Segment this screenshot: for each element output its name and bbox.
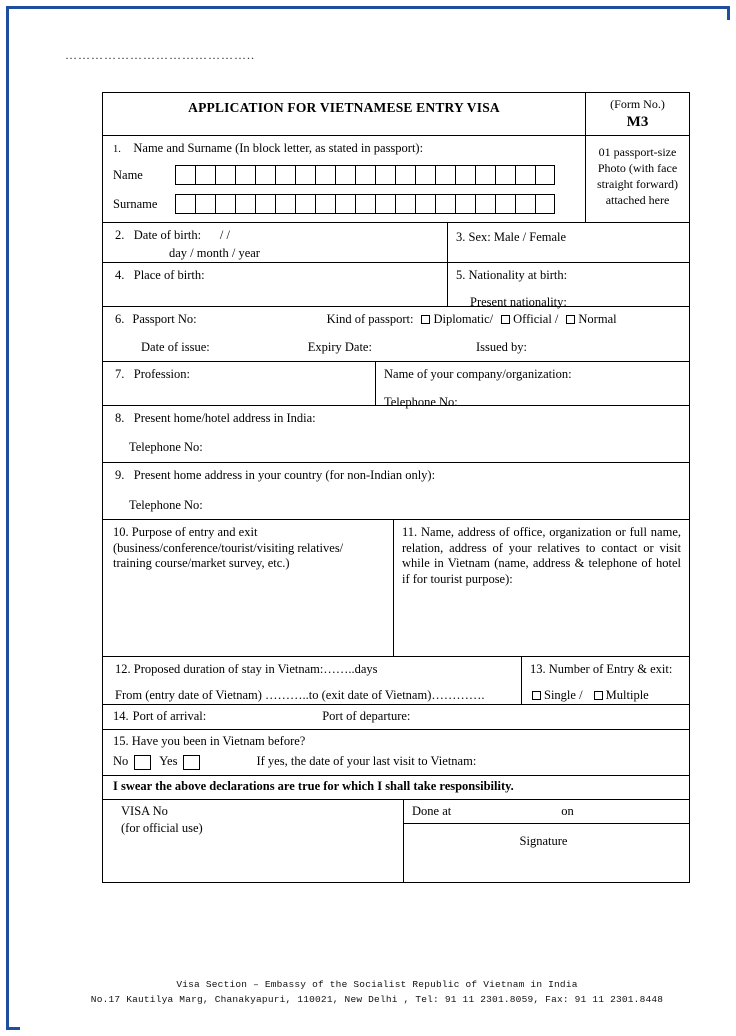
question-12-line [115, 662, 515, 678]
ports-cell[interactable] [103, 705, 689, 729]
question-1-number: 1. [113, 143, 121, 155]
question-8-number: 8. [115, 410, 125, 425]
question-6-number: 6. [115, 312, 125, 327]
been-answer-line [113, 754, 683, 770]
kind-normal-option[interactable] [564, 312, 616, 328]
question-10-line3: training course/market survey, etc.) [113, 556, 290, 571]
form-number-cell [585, 93, 689, 135]
multiple-entry-label: Multiple [605, 687, 649, 702]
form-number-value: M3 [626, 114, 649, 130]
been-no-label: No [113, 754, 129, 769]
question-12-13-row [103, 657, 689, 705]
form-number-label: (Form No.) [610, 97, 665, 111]
footer-line-1: Visa Section – Embassy of the Socialist Republic of Vietnam in India [176, 979, 578, 990]
port-of-arrival-label: Port of arrival: [132, 709, 207, 724]
single-entry-label: Single / [544, 687, 583, 702]
question-8-row [103, 406, 689, 463]
question-10-line2: (business/conference/tourist/visiting relatives/ [113, 540, 344, 555]
question-2-label: Date of birth: [133, 228, 202, 243]
name-character-boxes[interactable] [175, 165, 555, 185]
question-13-number: 13. [530, 662, 546, 677]
question-9-label: Present home address in your country (for non-Indian only): [133, 467, 436, 482]
question-12-number: 12. [115, 662, 131, 677]
declaration-row [103, 776, 689, 800]
question-10-label: Purpose of entry and exit [131, 525, 258, 540]
diplomatic-checkbox[interactable] [421, 315, 430, 324]
purpose-cell[interactable] [103, 520, 393, 656]
entry-options [530, 688, 683, 704]
question-12-label: Proposed duration of stay in Vietnam:……..days [133, 662, 378, 677]
visa-no-sublabel: (for official use) [121, 821, 203, 836]
home-country-telephone-label[interactable]: Telephone No: [129, 497, 203, 512]
surname-label: Surname [113, 196, 158, 211]
last-visit-date-label[interactable]: If yes, the date of your last visit to Vietnam: [256, 754, 477, 769]
expiry-date-label[interactable]: Expiry Date: [307, 340, 372, 354]
question-9-number: 9. [115, 467, 125, 482]
kind-official-option[interactable] [499, 312, 558, 328]
duration-of-stay-cell[interactable] [103, 657, 521, 704]
question-4-label: Place of birth: [133, 268, 205, 283]
question-5-number: 5. [456, 268, 466, 283]
page-blue-border [6, 6, 730, 1030]
question-15-label: Have you been in Vietnam before? [131, 733, 306, 748]
question-7-label: Profession: [133, 366, 190, 381]
question-4-5-row [103, 263, 689, 307]
footer [20, 978, 734, 1007]
footer-line-2: No.17 Kautilya Marg, Chanakyapuri, 110021, New Delhi , Tel: 91 11 2301.8059, Fax: 91 11 2301.8448 [90, 993, 664, 1005]
multiple-entry-checkbox[interactable] [594, 691, 603, 700]
question-1-label: Name and Surname (In block letter, as stated in passport): [133, 140, 424, 155]
question-8-line [115, 411, 683, 427]
question-5-label: Nationality at birth: [468, 268, 568, 283]
question-3-number: 3. [456, 230, 466, 245]
on-label: on [561, 803, 574, 818]
question-7-number: 7. [115, 366, 125, 381]
been-in-vietnam-cell [103, 730, 689, 775]
profession-cell[interactable] [103, 362, 375, 405]
question-9-row [103, 463, 689, 520]
number-of-entry-cell [521, 657, 689, 704]
surname-input-line [113, 194, 579, 214]
diplomatic-label: Diplomatic/ [433, 312, 494, 327]
question-15-line [113, 734, 683, 750]
question-15-row [103, 730, 689, 776]
normal-checkbox[interactable] [566, 315, 575, 324]
signature-label: Signature [519, 834, 568, 849]
question-3-label: Sex: Male / Female [468, 230, 567, 245]
kind-of-passport-label: Kind of passport: [326, 312, 414, 327]
question-13-line [530, 662, 683, 678]
present-nationality-label: Present nationality: [470, 295, 567, 309]
question-6-label[interactable]: Passport No: [132, 312, 197, 327]
india-address-cell[interactable] [103, 406, 689, 462]
passport-line-2 [115, 340, 681, 356]
place-of-birth-cell[interactable] [103, 263, 447, 306]
surname-character-boxes[interactable] [175, 194, 555, 214]
passport-cell [103, 307, 689, 360]
question-6-row [103, 307, 689, 361]
date-of-birth-sublabel: day / month / year [169, 246, 260, 260]
name-block [103, 136, 585, 223]
sex-cell[interactable] [447, 223, 689, 262]
question-2-3-row [103, 223, 689, 263]
official-use-row [103, 800, 689, 882]
question-4-number: 4. [115, 268, 125, 283]
name-input-line [113, 165, 579, 185]
normal-label: Normal [578, 312, 617, 327]
photo-placeholder: 01 passport-size Photo (with face straight forward) attached here [585, 136, 689, 223]
nationality-cell[interactable] [447, 263, 689, 309]
done-at-label: Done at [412, 803, 452, 818]
question-9-line [115, 468, 683, 484]
official-label: Official / [513, 312, 559, 327]
contact-in-vietnam-cell[interactable] [393, 520, 689, 656]
page-title: APPLICATION FOR VIETNAMESE ENTRY VISA [188, 100, 500, 115]
question-12-dates-line[interactable]: From (entry date of Vietnam) ………..to (exit date of Vietnam)…………. [115, 687, 485, 702]
question-8-label: Present home/hotel address in India: [133, 410, 316, 425]
company-telephone-label[interactable]: Telephone No: [384, 395, 458, 410]
port-of-departure-label: Port of departure: [322, 709, 411, 724]
been-yes-checkbox[interactable] [183, 755, 200, 770]
single-entry-checkbox[interactable] [532, 691, 541, 700]
question-11-number: 11. [402, 525, 418, 540]
question-11-label: Name, address of office, organization or full name, relation, address of your relatives to contact or visit while in Vietnam (name, address & telephone of hotel if for tourist purpose): [402, 525, 681, 586]
question-1-text-wrap [113, 141, 579, 157]
been-yes-label: Yes [159, 754, 178, 769]
question-10-line [113, 525, 387, 541]
signature-cell [403, 800, 689, 882]
company-cell[interactable] [375, 362, 689, 410]
done-at-line[interactable] [404, 800, 689, 825]
kind-diplomatic-option[interactable] [419, 312, 493, 328]
question-14-row [103, 705, 689, 730]
visa-application-form [102, 92, 690, 883]
name-label: Name [113, 167, 143, 182]
question-15-number: 15. [113, 733, 129, 748]
date-of-birth-slashes[interactable]: / / [219, 228, 230, 243]
top-dotted-line: …………………………………….. [65, 48, 255, 62]
form-header-row [103, 93, 689, 136]
date-of-birth-cell [103, 223, 447, 262]
date-of-issue-label[interactable]: Date of issue: [141, 340, 210, 354]
home-country-address-cell[interactable] [103, 463, 689, 519]
passport-line-1 [115, 312, 681, 328]
official-checkbox[interactable] [501, 315, 510, 324]
question-14-number: 14. [113, 709, 129, 724]
visa-no-label: VISA No [121, 803, 168, 818]
been-no-checkbox[interactable] [134, 755, 151, 770]
page-canvas [20, 20, 734, 1034]
declaration-text: I swear the above declarations are true for which I shall take responsibility. [113, 779, 514, 793]
issued-by-label[interactable]: Issued by: [475, 340, 527, 354]
question-10-11-row [103, 520, 689, 657]
visa-no-cell [103, 800, 403, 882]
question-13-label: Number of Entry & exit: [548, 662, 673, 677]
india-address-telephone-label[interactable]: Telephone No: [129, 440, 203, 455]
question-10-number: 10. [113, 525, 129, 540]
question-7-row [103, 362, 689, 410]
nationality-at-birth-line [456, 268, 683, 284]
company-label: Name of your company/organization: [384, 366, 572, 381]
question-2-number: 2. [115, 228, 125, 243]
question-1-row [103, 136, 689, 224]
